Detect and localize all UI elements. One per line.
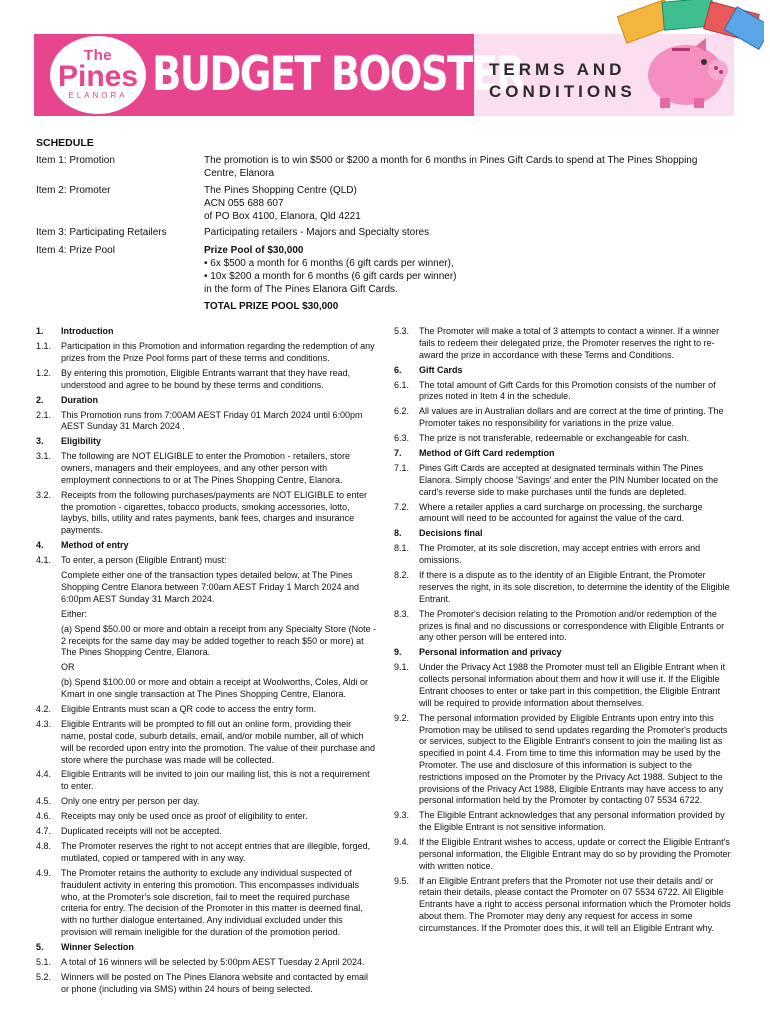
promoter-name: The Pines Shopping Centre (QLD) <box>204 185 357 196</box>
the-pines-logo <box>50 36 146 114</box>
clause-number: 4.4. <box>36 769 52 780</box>
clause-text: If there is a dispute as to the identity of an Eligible Entrant, the Promoter reserves the right, in its sole discretion, to determine the identity of the Eligible Entrant. <box>419 570 730 604</box>
clause <box>36 570 378 605</box>
clause-number: 4.3. <box>36 719 52 730</box>
clause <box>36 796 378 808</box>
terms-left-column <box>36 326 378 999</box>
clause-text: The Promoter retains the authority to exclude any individual suspected of fraudulent activity in entering this promotion. This encompasses individuals who, at the Promoter's sole discretion, fail to meet the required purchase criteria for entry. The decision of the Promoter in this matter is deemed final, with no further dialogue entertained. Any individual excluded under this provision will remain ineligible for the duration of the promotion period. <box>61 868 363 937</box>
prize-line-1: • 6x $500 a month for 6 months (6 gift cards per winner), <box>204 258 454 269</box>
prize-pool-heading: Prize Pool of $30,000 <box>204 245 304 256</box>
section-heading <box>36 436 378 448</box>
clause-text: The Promoter will make a total of 3 attempts to contact a winner. If a winner fails to redeem their delegated prize, the Promoter reserves the right to re-award the prize in accordance with these Terms and Conditions. <box>419 326 720 360</box>
section-title: Winner Selection <box>61 941 134 952</box>
section-heading <box>394 528 734 540</box>
clause-number: 4.8. <box>36 841 52 852</box>
schedule-label: Item 3: Participating Retailers <box>36 227 167 238</box>
schedule-value: Participating retailers - Majors and Specialty stores <box>204 227 430 238</box>
clause-number: 6. <box>394 364 402 375</box>
clause <box>36 972 378 996</box>
clause-number: 9.2. <box>394 712 410 723</box>
section-title: Decisions final <box>419 528 483 539</box>
clause <box>394 609 734 644</box>
clause-text: (a) Spend $50.00 or more and obtain a receipt from any Specialty Store (Note - 2 receipts for the same day may be added together to reach $50 or more) at The Pines Shopping Centre, Elanora. <box>61 623 377 658</box>
clause <box>36 704 378 716</box>
clause <box>394 406 734 430</box>
promoter-address: of PO Box 4100, Elanora, Qld 4221 <box>204 211 361 222</box>
clause-number: 4.1. <box>36 555 52 566</box>
clause-text: Receipts from the following purchases/payments are NOT ELIGIBLE to enter the promotion - cigarettes, tobacco products, smoking accessories, lotto, laybys, bills, utility and rates payments, bank fees, charges and insurance payments. <box>61 489 367 536</box>
clause <box>394 502 734 526</box>
clause-number <box>36 624 61 659</box>
clause-number: 9.1. <box>394 662 410 673</box>
clause <box>36 662 378 674</box>
section-heading <box>394 365 734 377</box>
clause-text: The Promoter, at its sole discretion, may accept entries with errors and omissions. <box>419 543 701 566</box>
total-prize-pool: TOTAL PRIZE POOL $30,000 <box>204 301 339 312</box>
clause-number: 3. <box>36 436 44 447</box>
clause <box>36 368 378 392</box>
clause-number <box>36 677 61 701</box>
clause <box>394 463 734 498</box>
clause <box>394 380 734 404</box>
clause <box>36 769 378 793</box>
clause <box>394 433 734 445</box>
clause-text: Either: <box>61 608 88 619</box>
clause <box>36 719 378 766</box>
section-heading <box>36 395 378 407</box>
clause <box>36 826 378 838</box>
clause-number: 2.1. <box>36 409 52 420</box>
clause <box>36 677 378 701</box>
clause-text: Duplicated receipts will not be accepted. <box>61 826 222 837</box>
schedule-label: Item 2: Promoter <box>36 185 111 196</box>
clause-text: Eligible Entrants must scan a QR code to access the entry form. <box>61 704 317 715</box>
section-title: Eligibility <box>61 436 102 447</box>
clause <box>36 341 378 365</box>
clause <box>36 957 378 969</box>
clause-number: 1.1. <box>36 340 52 351</box>
logo-the-text: The <box>83 47 113 64</box>
schedule-value <box>204 244 724 313</box>
clause <box>36 811 378 823</box>
clause-number: 6.2. <box>394 406 410 417</box>
clause <box>394 543 734 567</box>
schedule-label: Item 1: Promotion <box>36 155 115 166</box>
clause <box>36 451 378 486</box>
promoter-acn: ACN 055 688 607 <box>204 198 284 209</box>
clause-number: 5. <box>36 941 44 952</box>
section-title: Duration <box>61 394 98 405</box>
clause-text: (b) Spend $100.00 or more and obtain a receipt at Woolworths, Coles, Aldi or Kmart in one single transaction at The Pines Shopping Centre, Elanora. <box>61 677 369 700</box>
clause-number: 4. <box>36 540 44 551</box>
clause-number <box>36 662 61 674</box>
schedule-value: The promotion is to win $500 or $200 a month for 6 months in Pines Gift Cards to spend at The Pines Shopping Centre, Elanora <box>204 155 698 179</box>
clause-number <box>36 570 61 605</box>
logo-place-text: ELANORA <box>68 91 128 100</box>
terms-right-column <box>394 326 734 938</box>
clause-text: The personal information provided by Eligible Entrants upon entry into this Promotion may be utilised to send updates regarding the Promoter's products or services, subject to the Eligible Entrant's consent to join the mailing list as specified in point 4.4. From time to time this information may be used by the Promoter. The use and disclosure of this information is subject to the restrictions imposed on the Promoter by the Privacy Act 1988. Subject to the provisions of the Privacy Act 1988, Eligible Entrants may have access to any personal information held by the Promoter by contacting 07 5534 6722. <box>419 712 728 806</box>
schedule-heading: SCHEDULE <box>36 137 94 149</box>
clause-text: Under the Privacy Act 1988 the Promoter must tell an Eligible Entrant when it collects personal information about them and how it will use it. If the Eligible Entrant chooses to enter or take part in this competition, the Eligible Entrant will be required to provide information about themselves. <box>419 662 726 708</box>
clause-text: OR <box>61 662 75 673</box>
clause-text: If the Eligible Entrant wishes to access, update or correct the Eligible Entrant's personal information, the Eligible Entrant may do so by providing the Promoter with written notice. <box>419 837 731 871</box>
clause-number <box>36 609 61 621</box>
subtitle-line-1: TERMS AND <box>489 60 626 79</box>
section-title: Personal information and privacy <box>419 647 562 658</box>
clause-text: Complete either one of the transaction types detailed below, at The Pines Shopping Centre Elanora between 7:00am AEST Friday 1 March 2024 and 6:00pm AEST Sunday 31 March 2024. <box>61 570 360 604</box>
clause-text: By entering this promotion, Eligible Entrants warrant that they have read, understood and agree to be bound by these terms and conditions. <box>61 367 351 390</box>
section-title: Method of Gift Card redemption <box>419 448 555 459</box>
clause <box>36 555 378 567</box>
clause <box>394 876 734 935</box>
clause-text: Eligible Entrants will be invited to join our mailing list, this is not a requirement to enter. <box>61 769 370 792</box>
clause-number: 2. <box>36 394 44 405</box>
clause-text: Participation in this Promotion and information regarding the redemption of any prizes from the Prize Pool forms part of these terms and conditions. <box>61 340 375 363</box>
clause-number: 6.3. <box>394 433 410 444</box>
clause <box>394 810 734 834</box>
clause-text: Only one entry per person per day. <box>61 796 200 807</box>
clause-number: 4.9. <box>36 868 52 878</box>
clause-text: The Eligible Entrant acknowledges that any personal information provided by the Eligible Entrant is not sensitive information. <box>419 810 725 833</box>
clause <box>394 326 734 361</box>
section-title: Introduction <box>61 326 114 336</box>
clause <box>36 624 378 659</box>
piggy-bank-icon <box>636 20 732 110</box>
subtitle-line-2: CONDITIONS <box>489 82 636 101</box>
clause <box>36 841 378 865</box>
logo-pines-text: Pines <box>57 60 139 93</box>
schedule-label: Item 4: Prize Pool <box>36 245 115 256</box>
prize-line-2: • 10x $200 a month for 6 months (6 gift cards per winner) <box>204 271 457 282</box>
clause-number: 5.1. <box>36 956 52 967</box>
clause-number: 8.1. <box>394 543 410 554</box>
clause-text: All values are in Australian dollars and are correct at the time of printing. The Promoter takes no responsibility for variations in the prize value. <box>419 406 724 429</box>
section-heading <box>36 540 378 552</box>
clause-text: This Promotion runs from 7:00AM AEST Friday 01 March 2024 until 6:00pm AEST Sunday 31 March 2024 . <box>61 409 363 432</box>
clause <box>394 713 734 807</box>
clause-number: 8.3. <box>394 608 410 619</box>
clause-number: 7. <box>394 448 402 459</box>
section-heading <box>394 647 734 659</box>
clause-number: 8.2. <box>394 570 410 581</box>
clause-number: 7.1. <box>394 463 410 474</box>
clause <box>36 410 378 434</box>
clause-number: 6.1. <box>394 379 410 390</box>
clause <box>394 662 734 709</box>
section-heading <box>36 326 378 338</box>
clause-number: 1.2. <box>36 367 52 378</box>
clause <box>394 837 734 872</box>
clause <box>36 609 378 621</box>
clause-text: Winners will be posted on The Pines Elanora website and contacted by email or phone (including via SMS) within 24 hours of being selected. <box>61 971 369 994</box>
section-title: Gift Cards <box>419 364 463 375</box>
clause <box>394 570 734 605</box>
clause-text: The following are NOT ELIGIBLE to enter the Promotion - retailers, store owners, managers and their employees, and any other person with employment connections to or at The Pines Shopping Centre, Elanora. <box>61 451 350 485</box>
clause-number: 5.2. <box>36 971 52 982</box>
clause-number: 8. <box>394 528 402 539</box>
clause-number: 3.1. <box>36 451 52 462</box>
clause-text: The Promoter reserves the right to not accept entries that are illegible, forged, mutilated, copied or tampered with in any way. <box>61 841 371 864</box>
clause-text: A total of 16 winners will be selected by 5:00pm AEST Tuesday 2 April 2024. <box>61 956 365 967</box>
page-title: BUDGET BOOSTER <box>152 47 525 102</box>
clause-text: To enter, a person (Eligible Entrant) must: <box>61 555 227 566</box>
section-heading <box>36 942 378 954</box>
clause-text: Eligible Entrants will be prompted to fill out an online form, providing their name, postal code, suburb details, email, and/or mobile number, all of which will be recorded upon entry into the promotion. The value of their purchase and store where the purchase was made will be collected. <box>61 719 376 765</box>
page-subtitle <box>489 59 649 103</box>
section-title: Method of entry <box>61 540 129 551</box>
clause <box>36 490 378 537</box>
clause-number: 7.2. <box>394 501 410 512</box>
clause-text: Pines Gift Cards are accepted at designated terminals within The Pines Elanora. Simply choose 'Savings' and enter the PIN Number located on the card's reverse side to make purchases until the funds are depleted. <box>419 463 719 497</box>
clause-number: 9.4. <box>394 837 410 848</box>
clause-number: 9.5. <box>394 875 410 886</box>
clause-number: 1. <box>36 326 44 336</box>
clause <box>36 868 378 939</box>
clause-text: Where a retailer applies a card surcharge on processing, the surcharge amount will need to be accounted for against the value of the card. <box>419 501 703 524</box>
clause-number: 9. <box>394 647 402 658</box>
prize-line-3: in the form of The Pines Elanora Gift Cards. <box>204 284 398 295</box>
section-heading <box>394 448 734 460</box>
clause-number: 4.7. <box>36 826 52 837</box>
clause-text: Receipts may only be used once as proof of eligibility to enter. <box>61 811 308 822</box>
clause-number: 4.5. <box>36 796 52 807</box>
clause-text: The total amount of Gift Cards for this Promotion consists of the number of prizes noted in Item 4 in the schedule. <box>419 379 716 402</box>
clause-number: 4.2. <box>36 704 52 715</box>
clause-number: 9.3. <box>394 810 410 821</box>
clause-number: 3.2. <box>36 489 52 500</box>
clause-number: 4.6. <box>36 811 52 822</box>
schedule-value <box>204 184 724 223</box>
clause-text: The prize is not transferable, redeemable or exchangeable for cash. <box>419 433 690 444</box>
clause-text: If an Eligible Entrant prefers that the Promoter not use their details and/ or retain their details, please contact the Promoter on 07 5534 6722. All Eligible Entrants have a right to access personal information which the Promoter holds about them. The Promoter may deny any request for access in some circumstances. If the Promoter does this, it will tell an Eligible Entrant why. <box>419 875 731 933</box>
clause-number: 5.3. <box>394 326 410 336</box>
clause-text: The Promoter's decision relating to the Promotion and/or redemption of the prizes is final and no discussions or correspondence with Eligible Entrants or any other person will be entered into. <box>419 608 725 643</box>
